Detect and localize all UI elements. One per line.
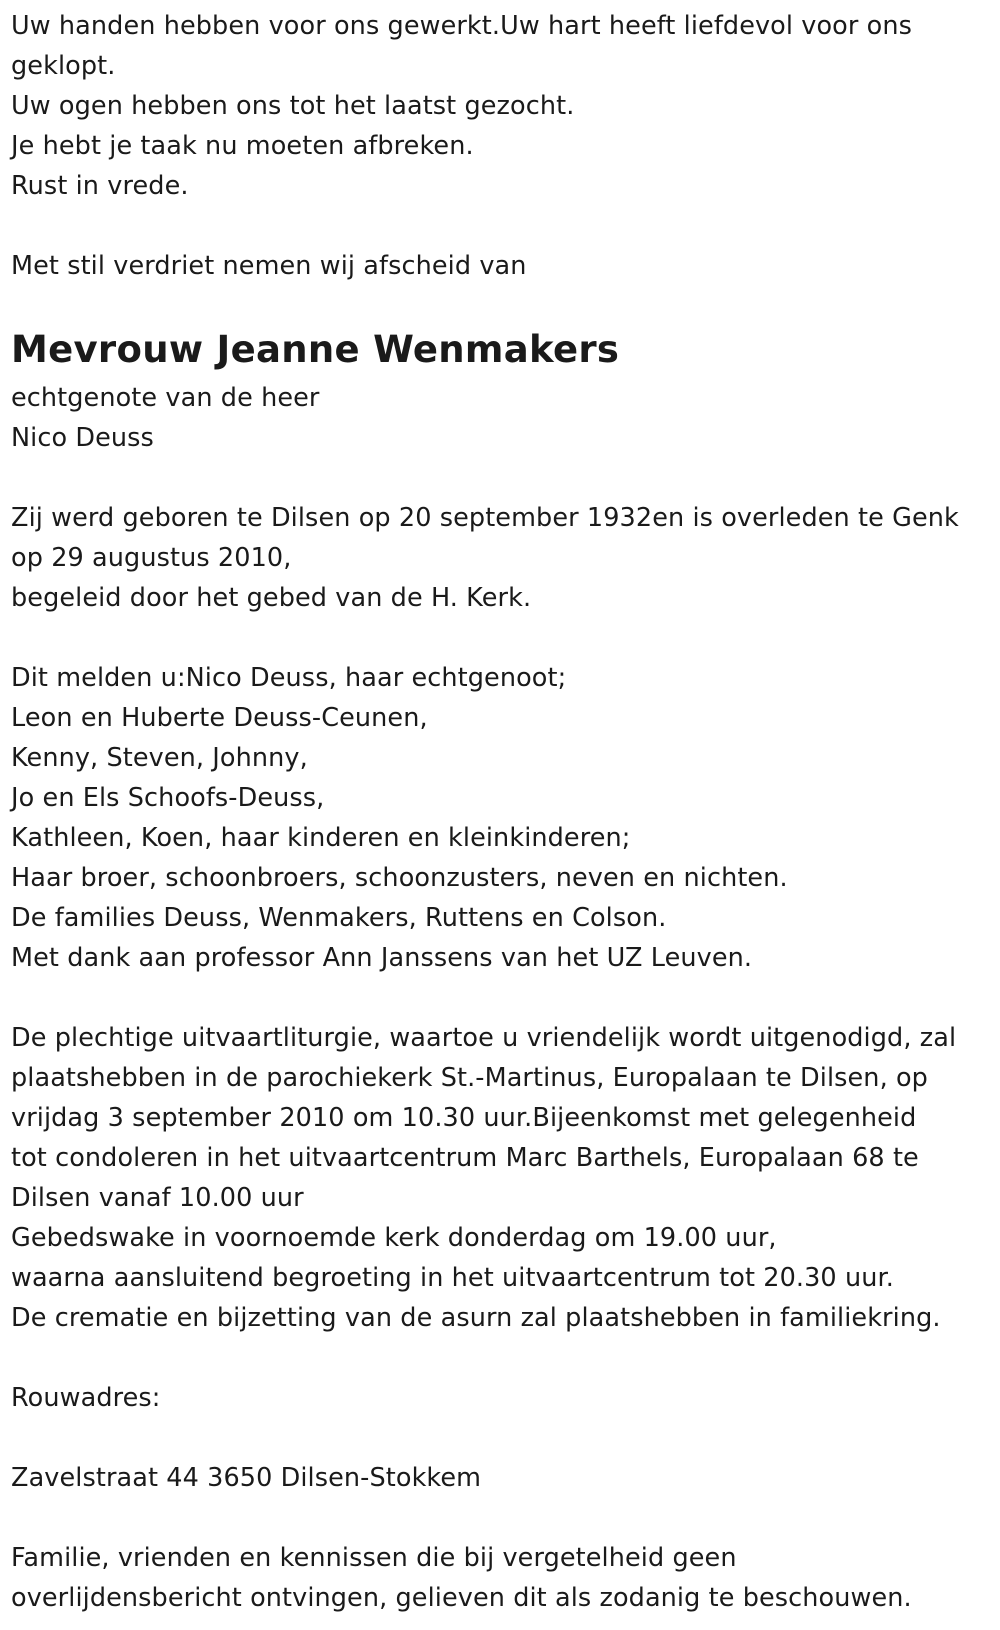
ceremony-line: Dilsen vanaf 10.00 uur (11, 1183, 304, 1213)
family-line: Leon en Huberte Deuss-Ceunen, (11, 703, 428, 733)
address-label: Rouwadres: (11, 1383, 161, 1413)
ceremony-block (11, 1018, 990, 1338)
family-line: Dit melden u:Nico Deuss, haar echtgenoot; (11, 663, 567, 693)
intro-text: Met stil verdriet nemen wij afscheid van (11, 251, 527, 281)
birth-death-line: op 29 augustus 2010, (11, 543, 292, 573)
family-line: Kathleen, Koen, haar kinderen en kleinkinderen; (11, 823, 631, 853)
poem-line: geklopt. (11, 51, 116, 81)
ceremony-line: Gebedswake in voornoemde kerk donderdag om 19.00 uur, (11, 1223, 777, 1253)
relation-line: Nico Deuss (11, 423, 154, 453)
ceremony-line: De crematie en bijzetting van de asurn zal plaatshebben in familiekring. (11, 1303, 941, 1333)
family-line: Jo en Els Schoofs-Deuss, (11, 783, 325, 813)
spacer (11, 1338, 990, 1378)
spacer (11, 978, 990, 1018)
deceased-name: Mevrouw Jeanne Wenmakers (11, 328, 620, 371)
address-value: Zavelstraat 44 3650 Dilsen-Stokkem (11, 1463, 482, 1493)
spacer (11, 618, 990, 658)
spacer (11, 1498, 990, 1538)
ceremony-line: tot condoleren in het uitvaartcentrum Marc Barthels, Europalaan 68 te (11, 1143, 919, 1173)
closing-line: Familie, vrienden en kennissen die bij vergetelheid geen (11, 1543, 737, 1573)
ceremony-line: vrijdag 3 september 2010 om 10.30 uur.Bijeenkomst met gelegenheid (11, 1103, 917, 1133)
ceremony-line: waarna aansluitend begroeting in het uitvaartcentrum tot 20.30 uur. (11, 1263, 894, 1293)
ceremony-line: De plechtige uitvaartliturgie, waartoe u vriendelijk wordt uitgenodigd, zal (11, 1023, 957, 1053)
family-line: De families Deuss, Wenmakers, Ruttens en Colson. (11, 903, 667, 933)
birth-death-block (11, 498, 990, 618)
family-line: Kenny, Steven, Johnny, (11, 743, 308, 773)
family-block (11, 658, 990, 978)
deceased-block (11, 322, 990, 458)
spacer (11, 206, 990, 246)
ceremony-line: plaatshebben in de parochiekerk St.-Martinus, Europalaan te Dilsen, op (11, 1063, 928, 1093)
relation-line: echtgenote van de heer (11, 383, 320, 413)
poem-line: Uw ogen hebben ons tot het laatst gezocht. (11, 91, 575, 121)
family-line: Met dank aan professor Ann Janssens van het UZ Leuven. (11, 943, 753, 973)
spacer (11, 1418, 990, 1458)
closing-line: overlijdensbericht ontvingen, gelieven dit als zodanig te beschouwen. (11, 1583, 912, 1613)
poem-block (11, 6, 990, 206)
birth-death-line: Zij werd geboren te Dilsen op 20 september 1932en is overleden te Genk (11, 503, 959, 533)
poem-line: Rust in vrede. (11, 171, 189, 201)
closing-block (11, 1538, 990, 1618)
poem-line: Je hebt je taak nu moeten afbreken. (11, 131, 474, 161)
spacer (11, 458, 990, 498)
poem-line: Uw handen hebben voor ons gewerkt.Uw hart heeft liefdevol voor ons (11, 11, 913, 41)
spacer (11, 286, 990, 322)
birth-death-line: begeleid door het gebed van de H. Kerk. (11, 583, 532, 613)
family-line: Haar broer, schoonbroers, schoonzusters, neven en nichten. (11, 863, 788, 893)
